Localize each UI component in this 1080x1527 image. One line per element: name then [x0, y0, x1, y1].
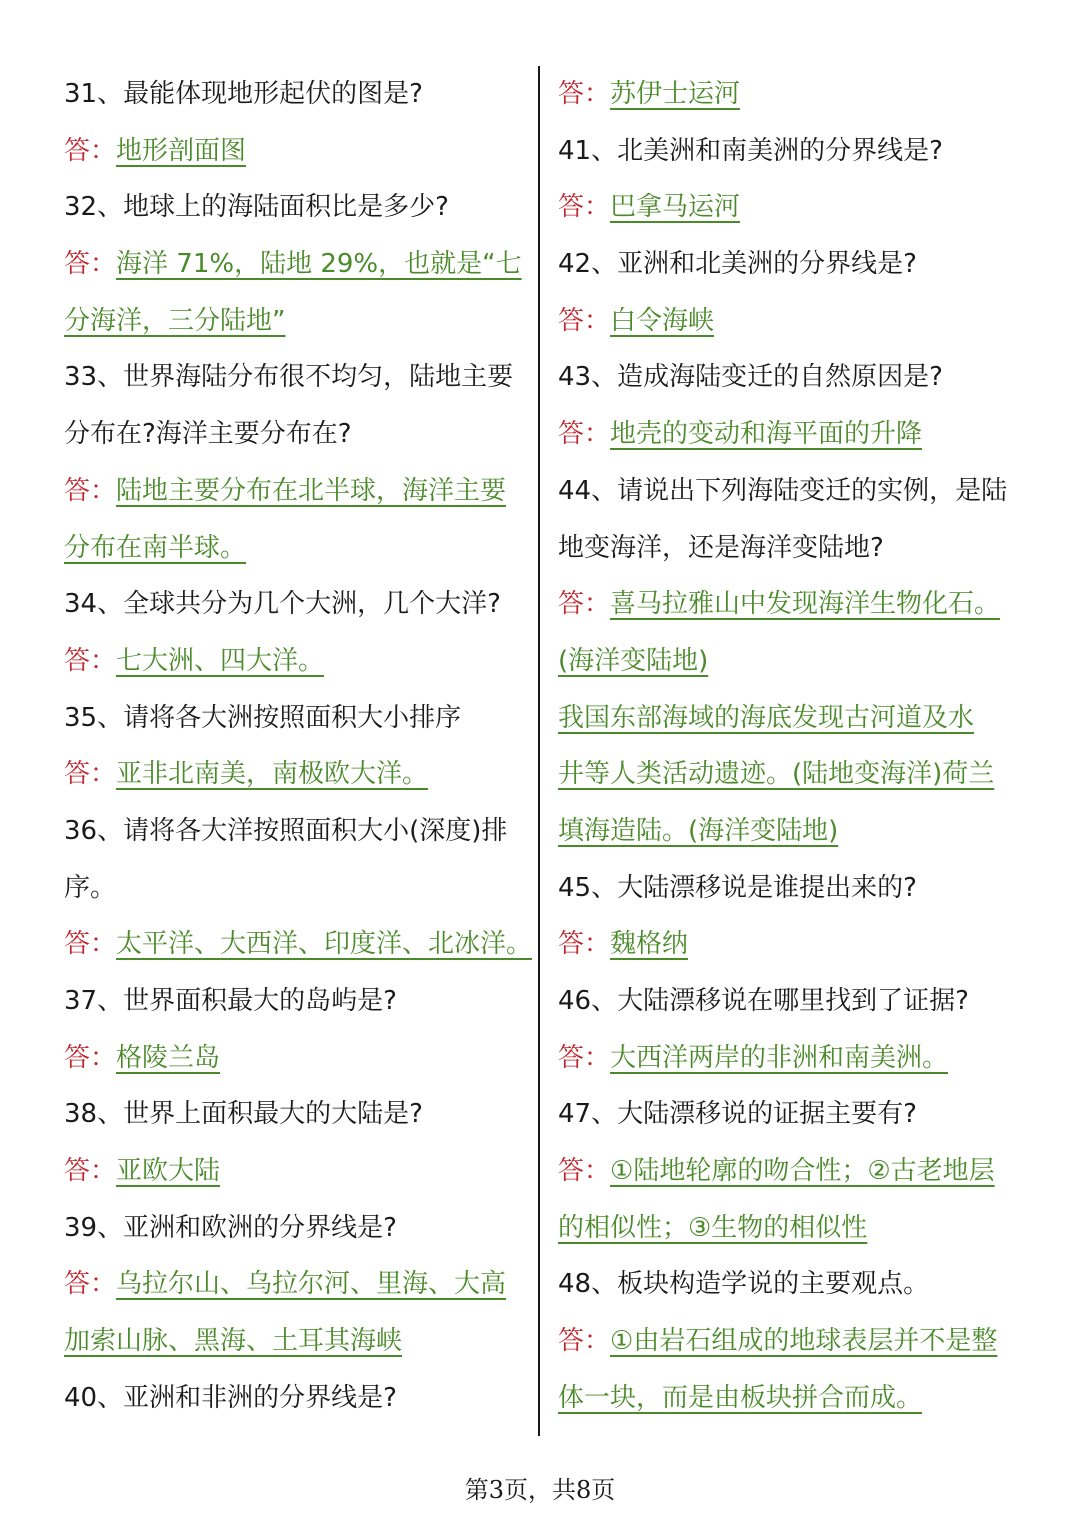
answer-line [558, 1370, 1020, 1427]
answer-line [64, 1256, 524, 1313]
answer-line [558, 916, 1020, 973]
question-line [64, 973, 524, 1030]
answer-text: 体一块，而是由板块拼合而成。 [558, 1382, 923, 1413]
question-line [558, 463, 1020, 520]
answer-prefix: 答： [64, 645, 117, 676]
right-column [558, 66, 1020, 1427]
question-line [558, 349, 1020, 406]
answer-line [558, 803, 1020, 860]
answer-line [64, 123, 524, 180]
answer-text: 苏伊士运河 [610, 79, 741, 109]
answer-text: 分布在南半球。 [64, 532, 247, 563]
answer-line [64, 236, 524, 293]
question-text: 32、地球上的海陆面积比是多少? [64, 192, 449, 223]
question-line [64, 576, 524, 633]
question-text: 38、世界上面积最大的大陆是? [64, 1099, 423, 1130]
answer-prefix: 答： [558, 1042, 611, 1073]
answer-prefix: 答： [558, 419, 611, 450]
answer-prefix: 答： [558, 1326, 611, 1357]
question-line [558, 1256, 1020, 1313]
question-line [64, 66, 524, 123]
answer-prefix: 答： [64, 929, 117, 960]
answer-text: 地壳的变动和海平面的升降 [610, 419, 923, 450]
answer-line [64, 520, 524, 577]
answer-text: 格陵兰岛 [116, 1042, 221, 1073]
question-line [64, 1200, 524, 1257]
answer-line [64, 463, 524, 520]
question-text: 45、大陆漂移说是谁提出来的? [558, 872, 917, 903]
answer-line [558, 1143, 1020, 1200]
question-line [64, 860, 524, 917]
answer-line [64, 633, 524, 690]
answer-prefix: 答： [558, 305, 611, 336]
answer-line [558, 1313, 1020, 1370]
question-line [558, 236, 1020, 293]
question-text: 31、最能体现地形起伏的图是? [64, 79, 423, 109]
answer-text: 喜马拉雅山中发现海洋生物化石。 [610, 589, 1001, 620]
answer-text: 海洋 71%，陆地 29%，也就是“七 [116, 249, 522, 280]
answer-prefix: 答： [558, 79, 611, 109]
answer-line [558, 576, 1020, 633]
answer-text: (海洋变陆地) [558, 645, 709, 676]
page-footer: 第3页，共8页 [464, 1476, 616, 1504]
answer-prefix: 答： [558, 192, 611, 223]
answer-prefix: 答： [64, 475, 117, 506]
question-text: 42、亚洲和北美洲的分界线是? [558, 249, 917, 280]
question-text: 48、板块构造学说的主要观点。 [558, 1269, 930, 1300]
question-line [64, 406, 524, 463]
answer-text: 井等人类活动遗迹。(陆地变海洋)荷兰 [558, 759, 995, 790]
question-text: 分布在?海洋主要分布在? [64, 419, 352, 450]
answer-line [558, 746, 1020, 803]
answer-text: 魏格纳 [610, 929, 689, 960]
question-text: 序。 [64, 872, 117, 903]
answer-text: 太平洋、大西洋、印度洋、北冰洋。 [116, 929, 533, 960]
column-divider [538, 66, 540, 1436]
answer-text: 的相似性；③生物的相似性 [558, 1212, 868, 1243]
answer-line [558, 406, 1020, 463]
question-text: 33、世界海陆分布很不均匀，陆地主要 [64, 362, 514, 393]
question-line [558, 1086, 1020, 1143]
answer-text: 分海洋，三分陆地” [64, 305, 286, 336]
question-line [64, 179, 524, 236]
answer-text: 巴拿马运河 [610, 192, 741, 223]
answer-prefix: 答： [558, 1156, 611, 1187]
question-line [558, 520, 1020, 577]
answer-text: ①陆地轮廓的吻合性；②古老地层 [610, 1156, 995, 1187]
answer-line [64, 916, 533, 973]
question-text: 39、亚洲和欧洲的分界线是? [64, 1212, 397, 1243]
answer-prefix: 答： [558, 929, 611, 960]
question-text: 41、北美洲和南美洲的分界线是? [558, 135, 943, 166]
answer-text: 我国东部海域的海底发现古河道及水 [558, 702, 975, 733]
question-line [64, 1086, 524, 1143]
answer-text: 填海造陆。(海洋变陆地) [558, 815, 839, 846]
answer-text: 地形剖面图 [116, 135, 247, 166]
answer-prefix: 答： [64, 135, 117, 166]
question-line [558, 860, 1020, 917]
answer-line [64, 1030, 524, 1087]
question-text: 43、造成海陆变迁的自然原因是? [558, 362, 943, 393]
question-line [558, 123, 1020, 180]
answer-line [558, 66, 1020, 123]
question-line [64, 803, 524, 860]
answer-line [558, 1030, 1020, 1087]
answer-prefix: 答： [558, 589, 611, 620]
left-column [64, 66, 533, 1427]
question-line [64, 1370, 524, 1427]
answer-text: 白令海峡 [610, 305, 715, 336]
answer-line [558, 633, 1020, 690]
answer-text: 大西洋两岸的非洲和南美洲。 [610, 1042, 949, 1073]
question-line [558, 973, 1020, 1030]
answer-prefix: 答： [64, 1269, 117, 1300]
question-text: 44、请说出下列海陆变迁的实例，是陆 [558, 475, 1008, 506]
answer-text: 陆地主要分布在北半球，海洋主要 [116, 475, 507, 506]
question-text: 地变海洋，还是海洋变陆地? [558, 532, 884, 563]
answer-line [558, 179, 1020, 236]
answer-line [558, 690, 1020, 747]
question-text: 35、请将各大洲按照面积大小排序 [64, 702, 462, 733]
answer-prefix: 答： [64, 759, 117, 790]
answer-text: ①由岩石组成的地球表层并不是整 [610, 1326, 998, 1357]
answer-prefix: 答： [64, 249, 117, 280]
question-line [64, 349, 524, 406]
answer-line [64, 293, 524, 350]
question-text: 34、全球共分为几个大洲，几个大洋? [64, 589, 501, 620]
question-text: 47、大陆漂移说的证据主要有? [558, 1099, 917, 1130]
question-line [64, 690, 524, 747]
answer-line [558, 293, 1020, 350]
question-text: 46、大陆漂移说在哪里找到了证据? [558, 986, 969, 1016]
question-text: 36、请将各大洋按照面积大小(深度)排 [64, 815, 508, 846]
answer-line [64, 746, 524, 803]
answer-prefix: 答： [64, 1042, 117, 1073]
answer-line [64, 1143, 524, 1200]
answer-text: 乌拉尔山、乌拉尔河、里海、大高 [116, 1269, 507, 1300]
answer-text: 七大洲、四大洋。 [116, 645, 325, 676]
answer-prefix: 答： [64, 1156, 117, 1187]
answer-text: 亚欧大陆 [116, 1156, 221, 1187]
question-text: 40、亚洲和非洲的分界线是? [64, 1382, 397, 1413]
answer-text: 亚非北南美，南极欧大洋。 [116, 759, 429, 790]
answer-text: 加索山脉、黑海、土耳其海峡 [64, 1326, 403, 1357]
question-text: 37、世界面积最大的岛屿是? [64, 986, 397, 1016]
answer-line [64, 1313, 524, 1370]
answer-line [558, 1200, 1020, 1257]
